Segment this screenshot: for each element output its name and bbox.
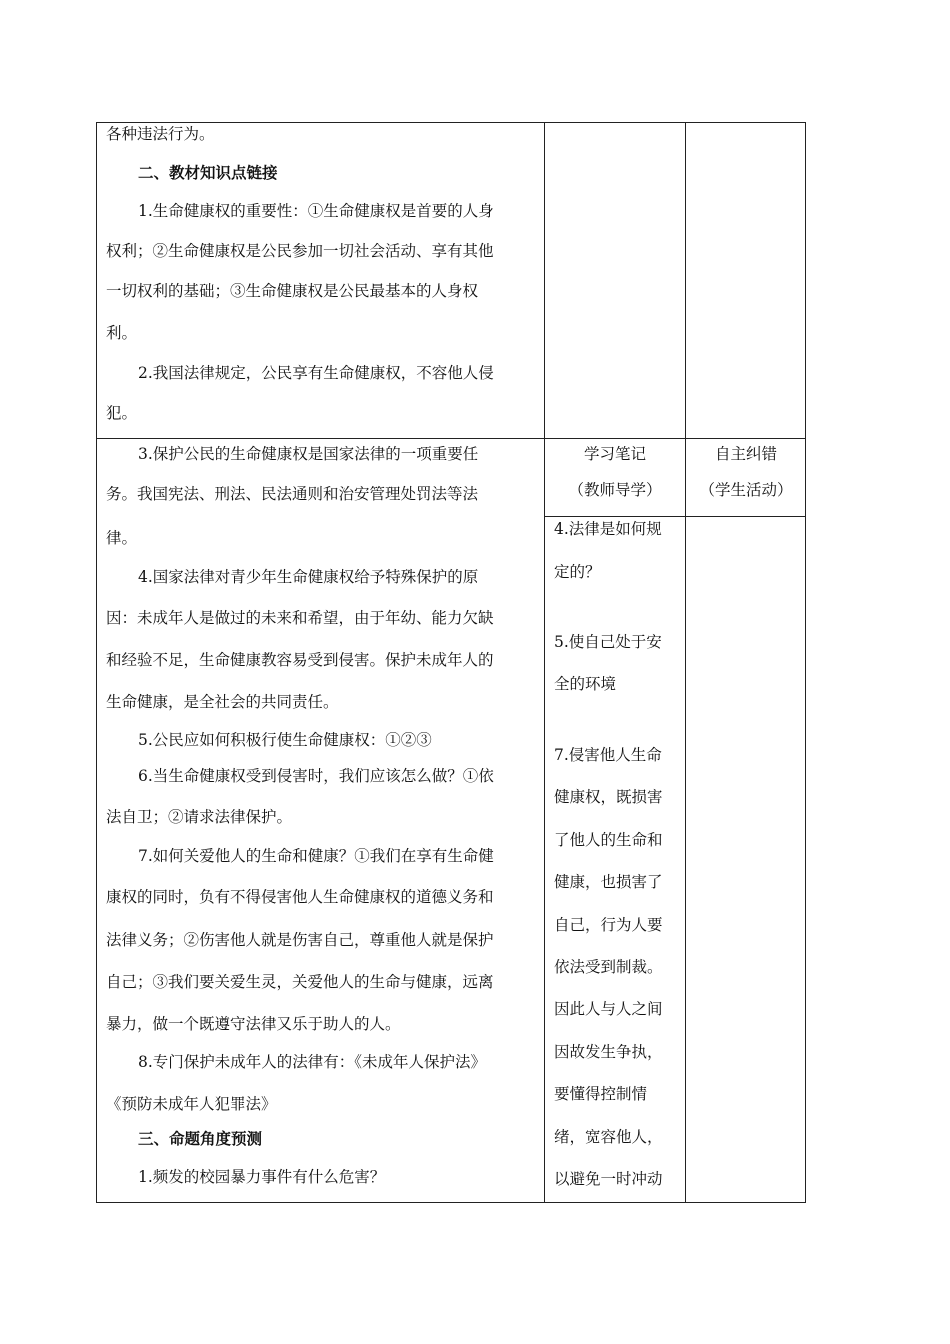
lower-line-1: 3.保护公民的生命健康权是国家法律的一项重要任 bbox=[138, 445, 479, 463]
note-line-12: 因故发生争执， bbox=[554, 1043, 663, 1061]
note-line-6: 健康权，既损害 bbox=[554, 788, 663, 806]
lower-line-16: 8.专门保护未成年人的法律有：《未成年人保护法》 bbox=[138, 1053, 487, 1071]
section-heading-2: 二、教材知识点链接 bbox=[138, 163, 278, 182]
section-heading-3: 三、命题角度预测 bbox=[138, 1129, 263, 1148]
upper-line-8: 犯。 bbox=[106, 404, 138, 422]
note-line-1: 4.法律是如何规 bbox=[554, 520, 662, 538]
upper-line-3: 1.生命健康权的重要性：①生命健康权是首要的人身 bbox=[138, 202, 494, 220]
lower-line-13: 法律义务；②伤害他人就是伤害自己，尊重他人就是保护 bbox=[106, 931, 494, 949]
notes-header-subtitle: （教师导学） bbox=[568, 481, 662, 499]
lower-line-6: 和经验不足，生命健康教容易受到侵害。保护未成年人的 bbox=[106, 651, 494, 669]
column-divider-1 bbox=[544, 122, 545, 1203]
note-line-2: 定的？ bbox=[554, 563, 601, 581]
correction-header-title: 自主纠错 bbox=[714, 445, 777, 463]
lower-line-8: 5.公民应如何积极行使生命健康权：①②③ bbox=[138, 731, 432, 749]
note-line-9: 自己，行为人要 bbox=[554, 916, 663, 934]
upper-line-4: 权利；②生命健康权是公民参加一切社会活动、享有其他 bbox=[106, 242, 494, 260]
lower-line-14: 自己；③我们要关爱生灵，关爱他人的生命与健康，远离 bbox=[106, 973, 494, 991]
note-line-7: 了他人的生命和 bbox=[554, 831, 663, 849]
lower-line-15: 暴力，做一个既遵守法律又乐于助人的人。 bbox=[106, 1015, 401, 1033]
lower-line-7: 生命健康，是全社会的共同责任。 bbox=[106, 693, 339, 711]
lower-line-10: 法自卫；②请求法律保护。 bbox=[106, 808, 293, 826]
note-line-8: 健康，也损害了 bbox=[554, 873, 663, 891]
note-line-13: 要懂得控制情 bbox=[554, 1085, 648, 1103]
note-line-10: 依法受到制裁。 bbox=[554, 958, 663, 976]
lower-line-3: 律。 bbox=[106, 529, 138, 547]
upper-line-1: 各种违法行为。 bbox=[106, 125, 215, 143]
lower-line-9: 6.当生命健康权受到侵害时，我们应该怎么做？①依 bbox=[138, 767, 494, 785]
lower-line-2: 务。我国宪法、刑法、民法通则和治安管理处罚法等法 bbox=[106, 485, 479, 503]
note-line-3: 5.使自己处于安 bbox=[554, 633, 662, 651]
notes-header-title: 学习笔记 bbox=[583, 445, 646, 463]
note-line-4: 全的环境 bbox=[554, 675, 617, 693]
lower-line-12: 康权的同时，负有不得侵害他人生命健康权的道德义务和 bbox=[106, 888, 494, 906]
lower-line-19: 1.频发的校园暴力事件有什么危害？ bbox=[138, 1168, 386, 1186]
header-divider-col2 bbox=[544, 516, 685, 517]
note-line-5: 7.侵害他人生命 bbox=[554, 746, 662, 764]
lower-line-4: 4.国家法律对青少年生命健康权给予特殊保护的原 bbox=[138, 568, 479, 586]
header-divider-col3 bbox=[685, 516, 806, 517]
lower-line-17: 《预防未成年人犯罪法》 bbox=[106, 1095, 277, 1113]
note-line-14: 绪，宽容他人， bbox=[554, 1128, 663, 1146]
note-line-11: 因此人与人之间 bbox=[554, 1000, 663, 1018]
lower-line-5: 因：未成年人是做过的未来和希望，由于年幼、能力欠缺 bbox=[106, 609, 494, 627]
correction-header-subtitle: （学生活动） bbox=[699, 481, 793, 499]
upper-line-7: 2.我国法律规定，公民享有生命健康权，不容他人侵 bbox=[138, 364, 494, 382]
column-divider-2 bbox=[685, 122, 686, 1203]
row-divider-upper bbox=[96, 438, 806, 439]
upper-line-6: 利。 bbox=[106, 324, 138, 342]
lower-line-11: 7.如何关爱他人的生命和健康？①我们在享有生命健 bbox=[138, 847, 494, 865]
note-line-15: 以避免一时冲动 bbox=[554, 1170, 663, 1188]
upper-line-5: 一切权利的基础；③生命健康权是公民最基本的人身权 bbox=[106, 282, 479, 300]
